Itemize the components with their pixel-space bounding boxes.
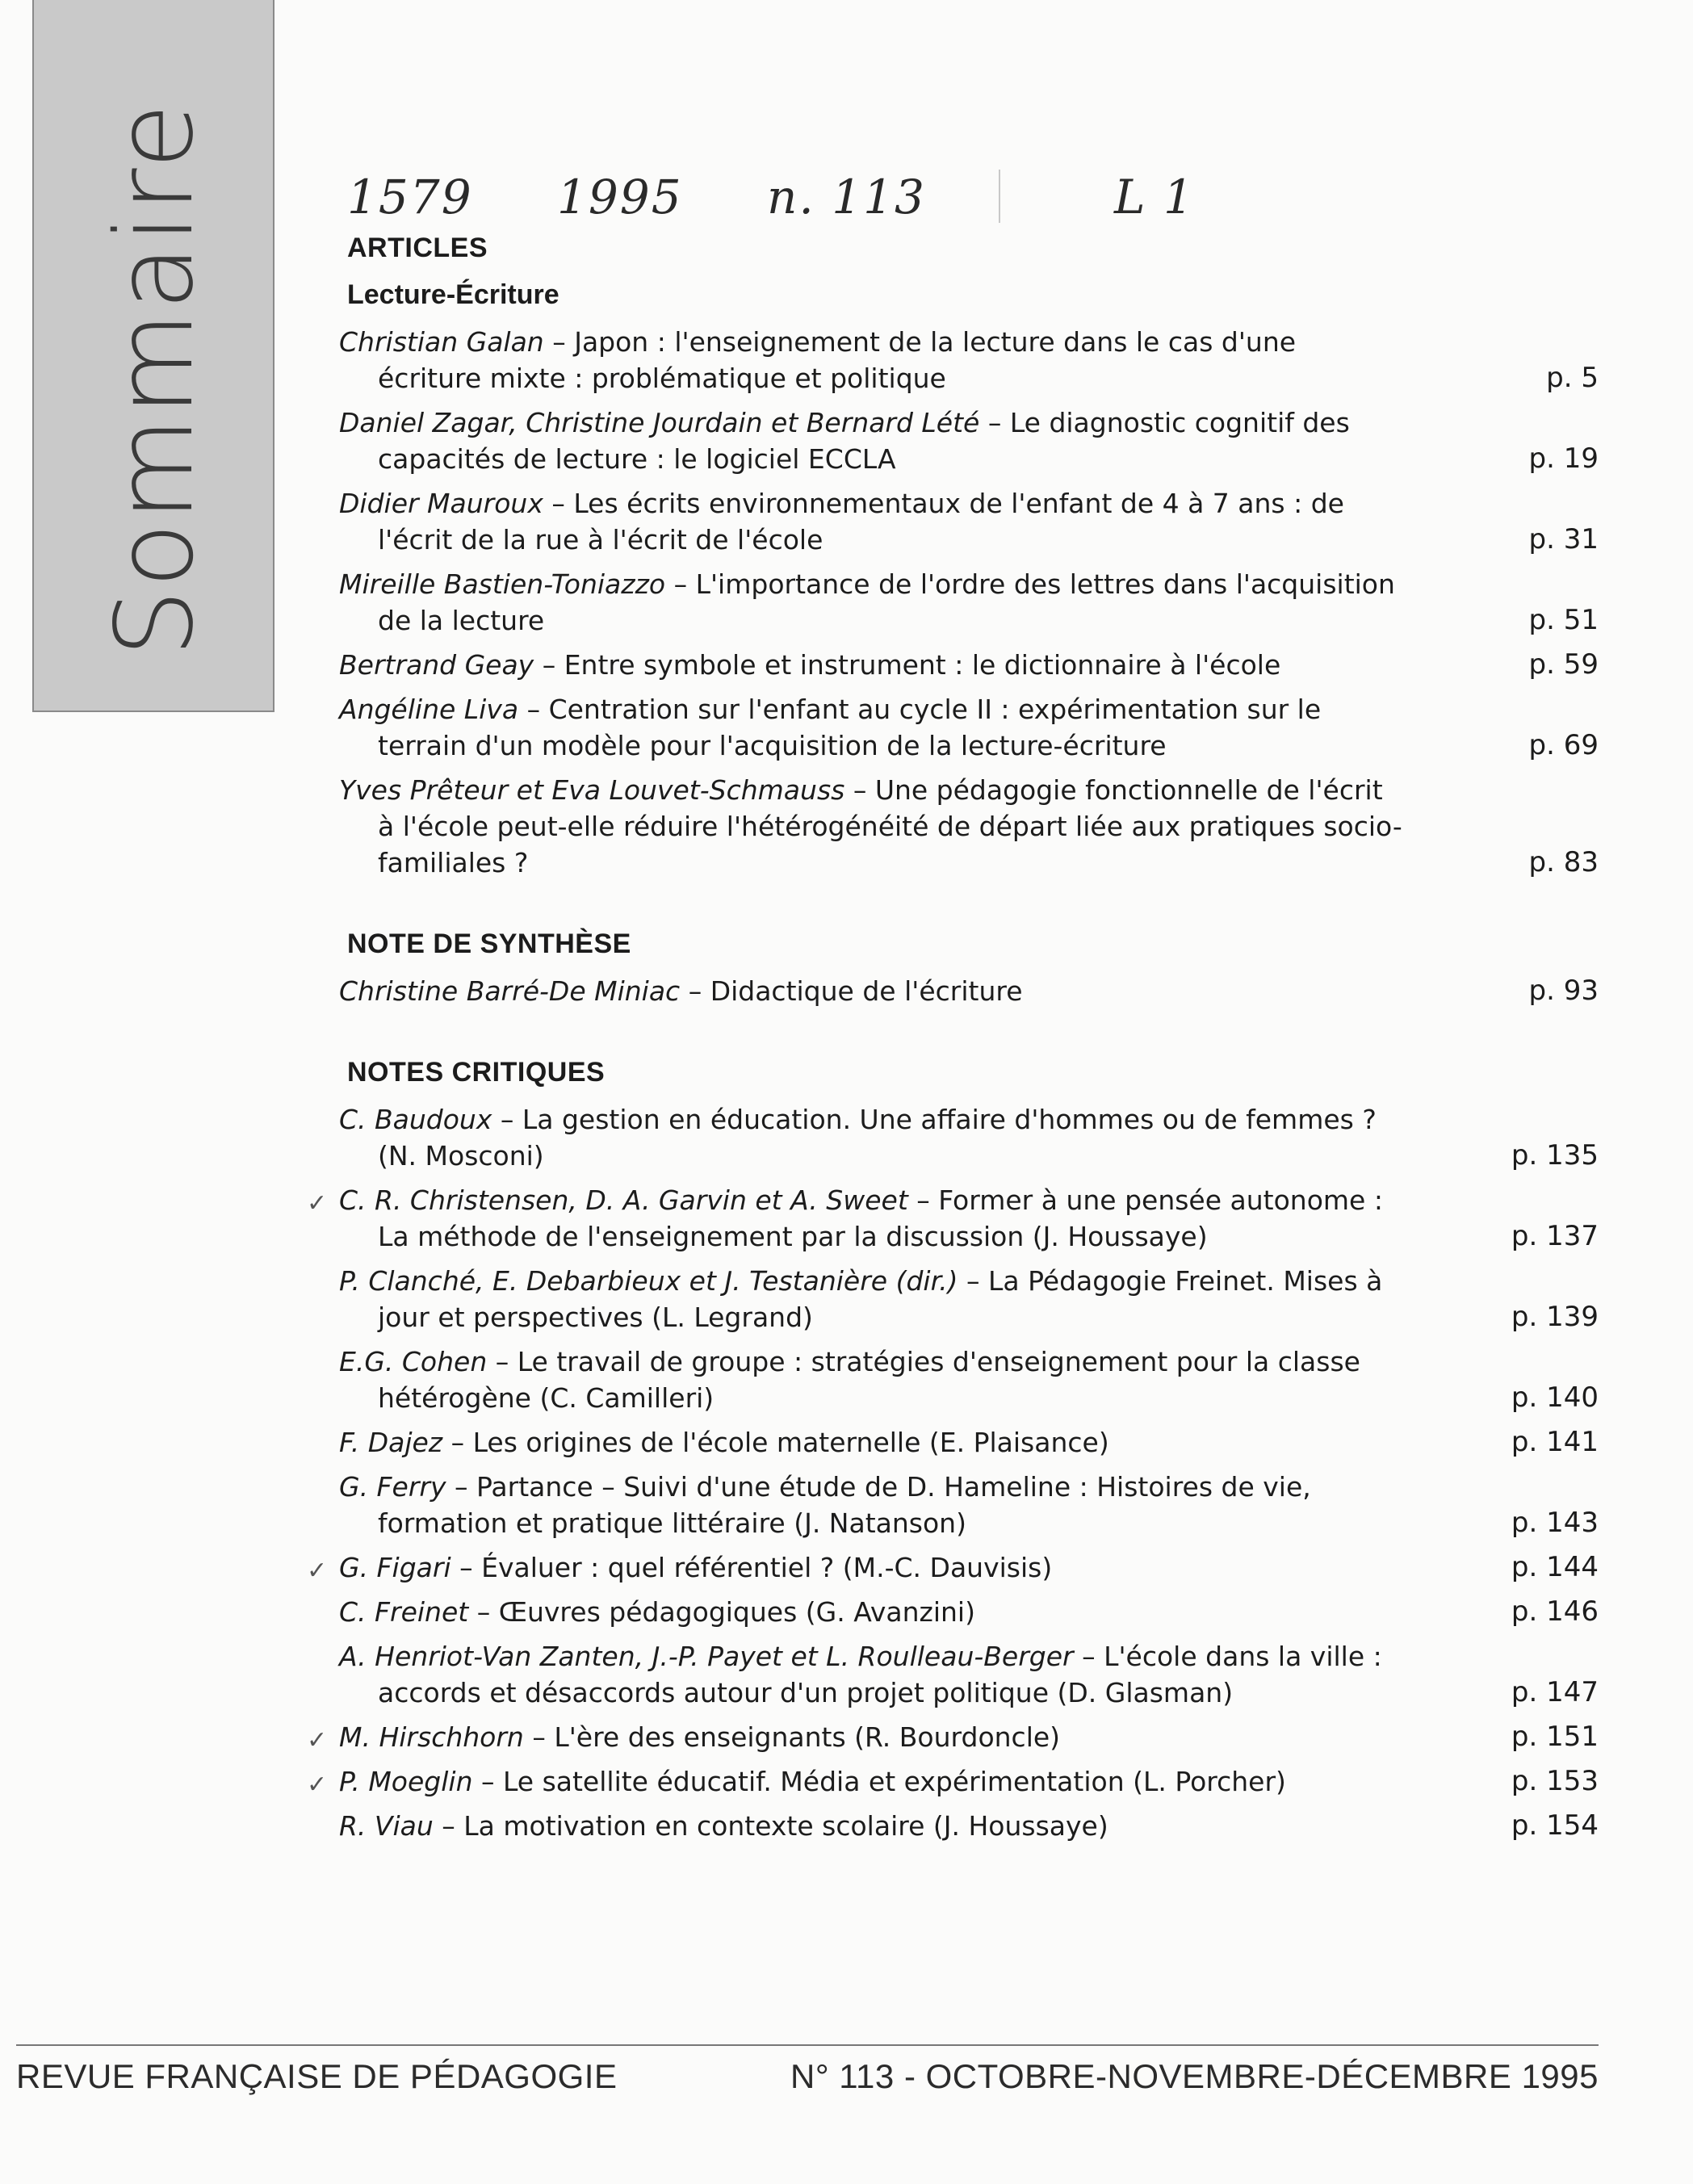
toc-entry xyxy=(339,647,1599,683)
entry-title: La Pédagogie Freinet. Mises à jour et perspectives (L. Legrand) xyxy=(378,1265,1383,1333)
page-number: p. 51 xyxy=(1528,604,1599,636)
check-mark: ✓ xyxy=(307,1771,328,1799)
subsection-heading: Lecture-Écriture xyxy=(347,279,559,310)
section-heading: NOTE DE SYNTHÈSE xyxy=(347,929,631,959)
toc-entry xyxy=(339,405,1599,477)
entry-list xyxy=(339,324,1599,881)
section-heading: NOTES CRITIQUES xyxy=(347,1057,606,1088)
entry-title: Japon : l'enseignement de la lecture dans le cas d'une écriture mixte : problématique et politique xyxy=(378,326,1297,394)
page-number: p. 135 xyxy=(1511,1139,1599,1172)
toc-entry xyxy=(339,1101,1599,1174)
entry-text: G. Figari – Évaluer : quel référentiel ? (M.-C. Dauvisis) xyxy=(339,1552,1053,1583)
issue-info: N° 113 - OCTOBRE-NOVEMBRE-DÉCEMBRE 1995 xyxy=(790,2057,1599,2095)
section-critiques xyxy=(307,1054,1599,1844)
entry-author: Bertrand Geay xyxy=(339,649,534,681)
entry-list xyxy=(339,973,1599,1009)
page-number: p. 146 xyxy=(1511,1595,1599,1628)
entry-author: Christine Barré-De Miniac xyxy=(339,975,681,1007)
entry-text: Christian Galan – Japon : l'enseignement de la lecture dans le cas d'une écriture mixte : problématique et politique xyxy=(339,326,1297,394)
entry-title: Partance – Suivi d'une étude de D. Hameline : Histoires de vie, formation et pratique littéraire (J. Natanson) xyxy=(378,1471,1311,1539)
entry-author: Christian Galan xyxy=(339,326,544,358)
entry-title: L'ère des enseignants (R. Bourdoncle) xyxy=(554,1721,1061,1753)
toc-entry xyxy=(307,1549,1599,1586)
entry-author: C. R. Christensen, D. A. Garvin et A. Sweet xyxy=(339,1184,908,1216)
toc-entry xyxy=(339,973,1599,1009)
sidebar-title: Sommaire xyxy=(93,102,217,657)
entry-text: Mireille Bastien-Toniazzo – L'importance de l'ordre des lettres dans l'acquisition de la lecture xyxy=(339,568,1395,636)
entry-author: A. Henriot-Van Zanten, J.-P. Payet et L. Roulleau-Berger xyxy=(339,1641,1074,1672)
annotation-divider xyxy=(999,170,1000,223)
toc-entry xyxy=(307,1763,1599,1800)
toc-entry xyxy=(339,772,1599,881)
toc-entry xyxy=(307,1182,1599,1255)
footer-divider xyxy=(16,2044,1599,2046)
entry-author: G. Ferry xyxy=(339,1471,446,1503)
entry-title: Les origines de l'école maternelle (E. Plaisance) xyxy=(472,1427,1109,1458)
section-articles xyxy=(339,230,1599,881)
check-mark: ✓ xyxy=(307,1557,328,1585)
entry-text: G. Ferry – Partance – Suivi d'une étude de D. Hameline : Histoires de vie, formation et pratique littéraire (J. Natanson) xyxy=(339,1471,1311,1539)
entry-author: Yves Prêteur et Eva Louvet-Schmauss xyxy=(339,774,845,806)
page-number: p. 140 xyxy=(1511,1381,1599,1414)
entry-author: E.G. Cohen xyxy=(339,1346,488,1377)
entry-title: Centration sur l'enfant au cycle II : expérimentation sur le terrain d'un modèle pour l'acquisition de la lecture-écriture xyxy=(378,694,1322,761)
entry-text: A. Henriot-Van Zanten, J.-P. Payet et L. Roulleau-Berger – L'école dans la ville : accords et désaccords autour d'un projet politique (D. Glasman) xyxy=(339,1641,1382,1708)
entry-title: L'importance de l'ordre des lettres dans l'acquisition de la lecture xyxy=(378,568,1395,636)
page-number: p. 139 xyxy=(1511,1301,1599,1333)
handwritten-annotation xyxy=(347,170,1195,224)
entry-title: Le travail de groupe : stratégies d'enseignement pour la classe hétérogène (C. Camilleri) xyxy=(378,1346,1360,1414)
annotation-part: 1995 xyxy=(557,170,683,224)
entry-title: Le diagnostic cognitif des capacités de lecture : le logiciel ECCLA xyxy=(378,407,1350,475)
entry-title: Entre symbole et instrument : le dictionnaire à l'école xyxy=(564,649,1281,681)
entry-title: La motivation en contexte scolaire (J. Houssaye) xyxy=(463,1810,1108,1842)
entry-title: Les écrits environnementaux de l'enfant de 4 à 7 ans : de l'écrit de la rue à l'écrit de l'école xyxy=(378,488,1344,555)
entry-text: C. Baudoux – La gestion en éducation. Une affaire d'hommes ou de femmes ? (N. Mosconi) xyxy=(339,1104,1377,1172)
toc-entry xyxy=(339,691,1599,764)
page-number: p. 147 xyxy=(1511,1676,1599,1708)
toc-entry xyxy=(339,1344,1599,1416)
toc-entry xyxy=(339,1469,1599,1541)
sidebar-block xyxy=(32,0,274,712)
entry-text: Christine Barré-De Miniac – Didactique de l'écriture xyxy=(339,975,1023,1007)
entry-title: Évaluer : quel référentiel ? (M.-C. Dauvisis) xyxy=(481,1552,1053,1583)
page-number: p. 31 xyxy=(1528,523,1599,555)
page-number: p. 69 xyxy=(1528,729,1599,761)
page-number: p. 153 xyxy=(1511,1765,1599,1797)
entry-author: Daniel Zagar, Christine Jourdain et Bernard Lété xyxy=(339,407,980,438)
entry-author: Angéline Liva xyxy=(339,694,519,725)
entry-author: M. Hirschhorn xyxy=(339,1721,524,1753)
entry-text: Angéline Liva – Centration sur l'enfant au cycle II : expérimentation sur le terrain d'un modèle pour l'acquisition de la lecture-écriture xyxy=(339,694,1322,761)
entry-text: R. Viau – La motivation en contexte scolaire (J. Houssaye) xyxy=(339,1810,1108,1842)
entry-author: R. Viau xyxy=(339,1810,434,1842)
entry-list xyxy=(307,1101,1599,1844)
entry-title: Didactique de l'écriture xyxy=(710,975,1023,1007)
entry-text: F. Dajez – Les origines de l'école maternelle (E. Plaisance) xyxy=(339,1427,1109,1458)
entry-title: Le satellite éducatif. Média et expérimentation (L. Porcher) xyxy=(502,1766,1286,1797)
entry-text: Didier Mauroux – Les écrits environnementaux de l'enfant de 4 à 7 ans : de l'écrit de la rue à l'écrit de l'école xyxy=(339,488,1344,555)
entry-title: La gestion en éducation. Une affaire d'hommes ou de femmes ? (N. Mosconi) xyxy=(378,1104,1377,1172)
entry-author: P. Clanché, E. Debarbieux et J. Testanière (dir.) xyxy=(339,1265,958,1297)
entry-author: G. Figari xyxy=(339,1552,451,1583)
entry-author: F. Dajez xyxy=(339,1427,443,1458)
entry-text: P. Clanché, E. Debarbieux et J. Testanière (dir.) – La Pédagogie Freinet. Mises à jour et perspectives (L. Legrand) xyxy=(339,1265,1383,1333)
entry-text: C. R. Christensen, D. A. Garvin et A. Sweet – Former à une pensée autonome : La méthode de l'enseignement par la discussion (J. Houssaye) xyxy=(339,1184,1383,1252)
entry-text: Daniel Zagar, Christine Jourdain et Bernard Lété – Le diagnostic cognitif des capacités de lecture : le logiciel ECCLA xyxy=(339,407,1350,475)
page-number: p. 144 xyxy=(1511,1551,1599,1583)
entry-text: Yves Prêteur et Eva Louvet-Schmauss – Une pédagogie fonctionnelle de l'écrit à l'école peut-elle réduire l'hétérogénéité de départ liée aux pratiques socio-familiales ? xyxy=(339,774,1402,878)
section-synthese xyxy=(339,926,1599,1009)
toc-entry xyxy=(339,1263,1599,1335)
entry-author: C. Freinet xyxy=(339,1596,469,1628)
entry-text: Bertrand Geay – Entre symbole et instrument : le dictionnaire à l'école xyxy=(339,649,1281,681)
page-number: p. 93 xyxy=(1528,975,1599,1007)
toc-entry xyxy=(307,1719,1599,1755)
page-number: p. 59 xyxy=(1528,648,1599,681)
journal-name: REVUE FRANÇAISE DE PÉDAGOGIE xyxy=(16,2057,618,2095)
entry-title: Une pédagogie fonctionnelle de l'écrit à l'école peut-elle réduire l'hétérogénéité de départ liée aux pratiques socio-familiales ? xyxy=(378,774,1402,878)
entry-title: Œuvres pédagogiques (G. Avanzini) xyxy=(498,1596,975,1628)
page-number: p. 154 xyxy=(1511,1809,1599,1842)
entry-text: C. Freinet – Œuvres pédagogiques (G. Avanzini) xyxy=(339,1596,975,1628)
toc-entry xyxy=(339,324,1599,396)
annotation-part: 1579 xyxy=(347,170,473,224)
page-number: p. 83 xyxy=(1528,846,1599,878)
entry-text: E.G. Cohen – Le travail de groupe : stratégies d'enseignement pour la classe hétérogène (C. Camilleri) xyxy=(339,1346,1360,1414)
toc-entry xyxy=(339,485,1599,558)
entry-title: Former à une pensée autonome : La méthode de l'enseignement par la discussion (J. Houssaye) xyxy=(378,1184,1383,1252)
toc-entry xyxy=(339,1594,1599,1630)
entry-text: P. Moeglin – Le satellite éducatif. Média et expérimentation (L. Porcher) xyxy=(339,1766,1286,1797)
toc-entry xyxy=(339,566,1599,639)
entry-author: C. Baudoux xyxy=(339,1104,492,1135)
check-mark: ✓ xyxy=(307,1189,328,1218)
page-number: p. 5 xyxy=(1546,362,1599,394)
entry-title: L'école dans la ville : accords et désaccords autour d'un projet politique (D. Glasman) xyxy=(378,1641,1382,1708)
page-number: p. 19 xyxy=(1528,442,1599,475)
entry-text: M. Hirschhorn – L'ère des enseignants (R. Bourdoncle) xyxy=(339,1721,1061,1753)
toc-entry xyxy=(339,1424,1599,1461)
check-mark: ✓ xyxy=(307,1726,328,1754)
annotation-part: n. 113 xyxy=(767,170,926,224)
entry-author: P. Moeglin xyxy=(339,1766,473,1797)
entry-author: Didier Mauroux xyxy=(339,488,543,519)
page-number: p. 151 xyxy=(1511,1721,1599,1753)
entry-author: Mireille Bastien-Toniazzo xyxy=(339,568,666,600)
toc-entry xyxy=(339,1638,1599,1711)
annotation-part: L 1 xyxy=(1114,170,1195,224)
page-number: p. 137 xyxy=(1511,1220,1599,1252)
section-heading: ARTICLES xyxy=(347,233,488,263)
toc-entry xyxy=(339,1808,1599,1844)
table-of-contents xyxy=(307,230,1599,1889)
page-number: p. 141 xyxy=(1511,1426,1599,1458)
page-number: p. 143 xyxy=(1511,1507,1599,1539)
